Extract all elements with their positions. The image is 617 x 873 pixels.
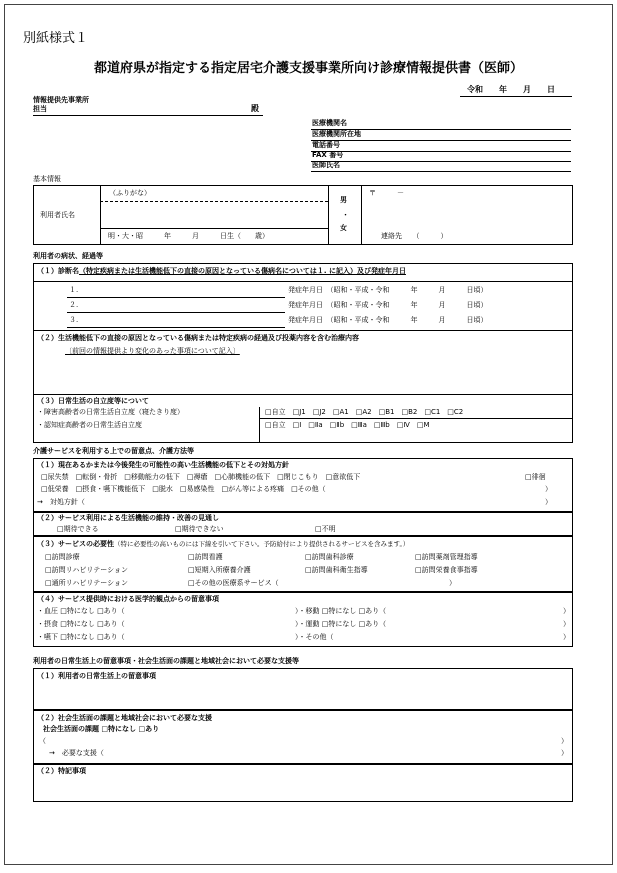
s4-row-2-left: ・摂食 □特になし □あり（ bbox=[37, 620, 125, 628]
clinic-address-label: 医療機関所在地 bbox=[312, 130, 361, 138]
independence-heading: （３）日常生活の自立度等について bbox=[37, 397, 149, 405]
diagnosis-heading: （１）診断名（特定疾病または生活機能低下の直接の原因となっている傷病名については１. に記入）及び発症年月日 bbox=[37, 267, 406, 275]
s1-heading: （１）現在あるかまたは今後発生の可能性の高い生活機能の低下とその対処方針 bbox=[37, 461, 289, 469]
basic-info-divider-2 bbox=[328, 185, 329, 245]
dementia-independence-label: ・認知症高齢者の日常生活自立度 bbox=[37, 421, 142, 429]
diag-bottom-sep bbox=[33, 330, 573, 331]
user-name-label: 利用者氏名 bbox=[40, 211, 75, 219]
s1-options-line2-end: ） bbox=[545, 485, 552, 493]
s1-policy-end: ） bbox=[545, 498, 552, 506]
s3-service-3-2: □その他の医療系サービス（ bbox=[188, 579, 279, 587]
sex-male: 男 bbox=[340, 196, 347, 204]
basic-info-divider-1 bbox=[100, 185, 101, 245]
diagnosis-3-number: ３. bbox=[69, 316, 79, 324]
clinic-address-line bbox=[311, 140, 571, 141]
recipient-honorific: 殿 bbox=[251, 104, 259, 113]
s2-option-expected: □期待できる bbox=[57, 525, 99, 533]
elderly-independence-options: □自立 □J1 □J2 □A1 □A2 □B1 □B2 □C1 □C2 bbox=[265, 408, 464, 416]
postal-code: 〒 － bbox=[369, 189, 404, 197]
condition-heading: 利用者の病状、経過等 bbox=[33, 252, 103, 260]
d3-heading: （２）特記事項 bbox=[37, 767, 86, 775]
s4-row-3-left: ・嚥下 □特になし □あり（ bbox=[37, 633, 125, 641]
s3-service-1-1: □訪問診療 bbox=[45, 553, 80, 561]
diag-sep bbox=[33, 281, 573, 282]
s3-service-3-end: ） bbox=[449, 579, 456, 587]
basic-info-heading: 基本情報 bbox=[33, 175, 61, 183]
fax-line bbox=[311, 161, 571, 162]
d3-box bbox=[33, 764, 573, 802]
contact-field: 連絡先 （ ） bbox=[381, 232, 448, 240]
s2-option-not-expected: □期待できない bbox=[175, 525, 224, 533]
page-title: 都道府県が指定する指定居宅介護支援事業所向け診療情報提供書（医師） bbox=[93, 61, 523, 76]
form-number: 別紙様式１ bbox=[23, 31, 89, 46]
d1-heading: （１）利用者の日常生活上の留意事項 bbox=[37, 672, 156, 680]
care-service-heading: 介護サービスを利用する上での留意点、介護方法等 bbox=[33, 447, 194, 455]
furigana-label: （ふりがな） bbox=[109, 189, 151, 197]
elderly-independence-label: ・障害高齢者の日常生活自立度（寝たきり度） bbox=[37, 408, 184, 416]
doctor-name-line bbox=[311, 171, 571, 172]
recipient-person-label: 担当 bbox=[33, 105, 47, 113]
s1-options-line1-end: □徘徊 bbox=[525, 473, 546, 481]
d2-issue: 社会生活面の課題 □特になし □あり bbox=[43, 725, 160, 733]
sex-dot: ・ bbox=[342, 211, 349, 219]
form-page bbox=[4, 4, 613, 865]
sex-female: 女 bbox=[340, 224, 347, 232]
s4-row-2-mid: ）・運動 □特になし □あり（ bbox=[295, 620, 387, 628]
independence-row-sep bbox=[259, 418, 573, 419]
birthdate-field: 明・大・昭 年 月 日生（ 歳） bbox=[108, 232, 269, 240]
independence-divider bbox=[259, 407, 260, 443]
fax-label: FAX 番号 bbox=[312, 151, 344, 159]
s1-options-line2: □低栄養 □摂食・嚥下機能低下 □脱水 □易感染性 □がん等による疼痛 □その他（ bbox=[41, 485, 326, 493]
diagnosis-1-line bbox=[67, 297, 285, 298]
d2-paren-close: ） bbox=[561, 737, 568, 745]
s4-row-1-left: ・血圧 □特になし □あり（ bbox=[37, 607, 125, 615]
s1-policy: → 対処方針（ bbox=[37, 498, 85, 506]
diagnosis-3-line bbox=[67, 327, 285, 328]
course-heading: （２）生活機能低下の直接の原因となっている傷病または特定疾病の経過及び投薬内容を含む治療内容 bbox=[37, 334, 359, 342]
recipient-underline bbox=[33, 115, 263, 116]
diagnosis-2-line bbox=[67, 312, 285, 313]
recipient-office-label: 情報提供先事業所 bbox=[33, 96, 89, 104]
diagnosis-3-onset: 発症年月日 （昭和・平成・令和 年 月 日頃） bbox=[288, 316, 488, 324]
date-label: 令和 年 月 日 bbox=[467, 85, 555, 94]
s3-service-2-4: □訪問栄養食事指導 bbox=[415, 566, 478, 574]
diagnosis-1-number: １. bbox=[69, 286, 79, 294]
phone-label: 電話番号 bbox=[312, 141, 340, 149]
s3-service-2-3: □訪問歯科衛生指導 bbox=[305, 566, 368, 574]
d2-heading: （２）社会生活面の課題と地域社会において必要な支援 bbox=[37, 714, 212, 722]
s4-row-3-mid: ）・その他（ bbox=[295, 633, 334, 641]
s4-heading: （４）サービス提供時における医学的観点からの留意事項 bbox=[37, 595, 219, 603]
s3-service-1-3: □訪問歯科診療 bbox=[305, 553, 354, 561]
course-bottom-sep bbox=[33, 394, 573, 395]
diagnosis-2-onset: 発症年月日 （昭和・平成・令和 年 月 日頃） bbox=[288, 301, 488, 309]
daily-life-heading: 利用者の日常生活上の留意事項・社会生活面の課題と地域社会において必要な支援等 bbox=[33, 657, 299, 665]
diagnosis-1-onset: 発症年月日 （昭和・平成・令和 年 月 日頃） bbox=[288, 286, 488, 294]
name-bottom-line bbox=[100, 228, 328, 229]
s4-row-1-end: ） bbox=[563, 607, 570, 615]
s3-heading-line: （３）サービスの必要性（特に必要性の高いものには下線を引いて下さい。予防給付により提供されるサービスを含みます。） bbox=[37, 540, 410, 548]
s4-row-1-mid: ）・移動 □特になし □あり（ bbox=[295, 607, 387, 615]
s4-row-2-end: ） bbox=[563, 620, 570, 628]
dementia-independence-options: □自立 □Ⅰ □Ⅱa □Ⅱb □Ⅲa □Ⅲb □Ⅳ □M bbox=[265, 421, 430, 429]
phone-line bbox=[311, 151, 571, 152]
doctor-name-label: 医師氏名 bbox=[312, 161, 340, 169]
s2-option-unknown: □不明 bbox=[315, 525, 336, 533]
s4-row-3-end: ） bbox=[563, 633, 570, 641]
diagnosis-2-number: ２. bbox=[69, 301, 79, 309]
d2-paren-open: （ bbox=[39, 737, 46, 745]
s3-service-1-4: □訪問薬剤管理指導 bbox=[415, 553, 478, 561]
d2-support: → 必要な支援（ bbox=[49, 749, 104, 757]
d2-support-end: ） bbox=[561, 749, 568, 757]
clinic-name-label: 医療機関名 bbox=[312, 119, 347, 127]
s2-heading: （２）サービス利用による生活機能の維持・改善の見通し bbox=[37, 514, 219, 522]
furigana-line bbox=[100, 201, 328, 202]
basic-info-divider-3 bbox=[361, 185, 362, 245]
course-note: 〔前回の情報提供より変化のあった事項について記入〕 bbox=[65, 347, 240, 355]
s3-service-3-1: □通所リハビリテーション bbox=[45, 579, 128, 587]
date-underline bbox=[460, 96, 572, 97]
s1-options-line1: □尿失禁 □転倒・骨折 □移動能力の低下 □褥瘡 □心肺機能の低下 □閉じこもり □意欲低下 bbox=[41, 473, 361, 481]
s3-service-2-1: □訪問リハビリテーション bbox=[45, 566, 128, 574]
s3-service-1-2: □訪問看護 bbox=[188, 553, 223, 561]
s3-service-2-2: □短期入所療養介護 bbox=[188, 566, 251, 574]
